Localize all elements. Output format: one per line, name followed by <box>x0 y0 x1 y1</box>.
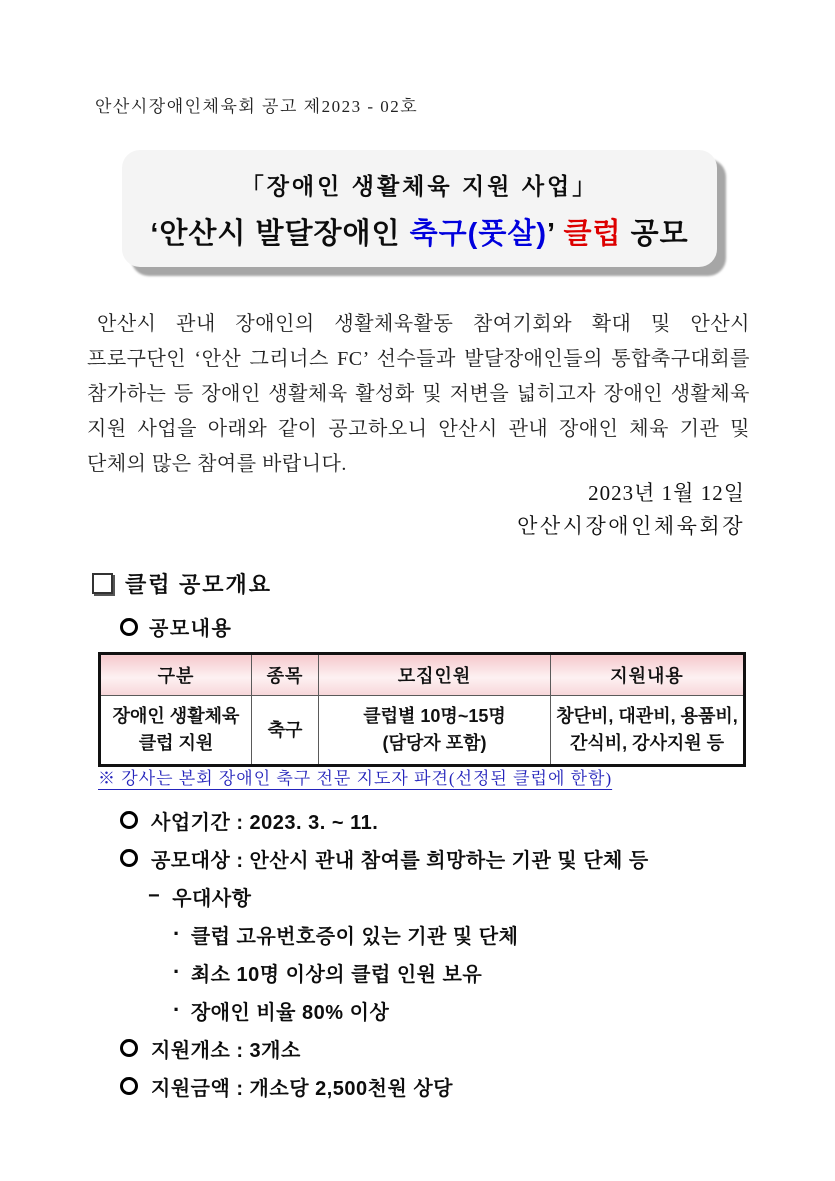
dot-bullet-icon: · <box>173 959 181 984</box>
list-item-label: 클럽 고유번호증이 있는 기관 및 단체 <box>190 925 519 948</box>
title-segment-black-1: ‘안산시 발달장애인 <box>150 218 410 250</box>
table-header-category: 구분 <box>100 654 252 696</box>
recruit-line-1: 클럽별 10명~15명 <box>363 706 506 726</box>
recruitment-table <box>98 652 746 767</box>
subsection-heading-content <box>120 612 232 641</box>
title-segment-black-2: ’ <box>547 218 564 250</box>
table-cell-category <box>100 696 252 766</box>
list-item-label: 지원금액 : 개소당 2,500천원 상당 <box>151 1077 453 1100</box>
list-item-club-number <box>0 915 835 953</box>
doc-number: 안산시장애인체육회 공고 제2023 - 02호 <box>95 97 419 116</box>
table-row <box>100 696 745 766</box>
list-item-label: 지원개소 : 3개소 <box>151 1039 301 1062</box>
list-item-target <box>0 839 835 877</box>
title-line-2 <box>122 211 717 252</box>
title-segment-blue: 축구(풋살) <box>409 218 548 250</box>
announcer-signature: 안산시장애인체육회장 <box>517 514 745 538</box>
title-line-1: 「장애인 생활체육 지원 사업」 <box>240 173 599 199</box>
list-item-label: 우대사항 <box>172 887 252 910</box>
support-line-2: 간식비, 강사지원 등 <box>569 733 725 753</box>
support-line-1: 창단비, 대관비, 용품비, <box>556 706 738 726</box>
section-heading-label: 클럽 공모개요 <box>125 572 273 597</box>
recruit-line-2: (담당자 포함) <box>382 733 487 753</box>
circle-bullet-icon <box>120 849 138 867</box>
table-header-recruit: 모집인원 <box>319 654 551 696</box>
table-cell-recruit <box>319 696 551 766</box>
category-line-1: 장애인 생활체육 <box>112 706 240 726</box>
circle-bullet-icon <box>120 1077 138 1095</box>
list-item-label: 공모대상 : 안산시 관내 참여를 희망하는 기관 및 단체 등 <box>151 849 649 872</box>
circle-bullet-icon <box>120 618 138 636</box>
announcement-paragraph: 안산시 관내 장애인의 생활체육활동 참여기회와 확대 및 안산시 프로구단인 ‘안산 그리너스 FC’ 선수들과 발달장애인들의 통합축구대회를 참가하는 등 장애인 생활체육 활성화 및 저변을 넓히고자 장애인 생활체육 지원 사업을 아래와 같이 공고하오니 안산시 관내 장애인 체육 기관 및 단체의 많은 참여를 바랍니다. <box>87 313 750 475</box>
list-item-label: 장애인 비율 80% 이상 <box>190 1001 390 1024</box>
subsection-heading-label: 공모내용 <box>149 618 233 640</box>
list-item-disability-ratio <box>0 991 835 1029</box>
table-cell-sport: 축구 <box>252 696 319 766</box>
circle-bullet-icon <box>120 1039 138 1057</box>
table-cell-support <box>551 696 745 766</box>
table-header-row <box>100 654 745 696</box>
title-segment-red: 클럽 <box>563 218 622 250</box>
list-item-period <box>0 801 835 839</box>
list-item-support-count <box>0 1029 835 1067</box>
table-header-sport: 종목 <box>252 654 319 696</box>
dot-bullet-icon: · <box>173 921 181 946</box>
dash-bullet-icon: − <box>148 884 161 907</box>
title-segment-black-3: 공모 <box>621 218 689 250</box>
list-item-label: 사업기간 : 2023. 3. ~ 11. <box>151 811 379 834</box>
category-line-2: 클럽 지원 <box>138 733 214 753</box>
title-box <box>122 150 717 267</box>
table-header-support: 지원내용 <box>551 654 745 696</box>
square-bullet-icon <box>92 573 113 594</box>
list-item-label: 최소 10명 이상의 클럽 인원 보유 <box>190 963 483 986</box>
list-item-support-amount <box>0 1067 835 1105</box>
section-heading-club-overview <box>92 568 272 599</box>
detail-list <box>0 801 835 1105</box>
dot-bullet-icon: · <box>173 997 181 1022</box>
list-item-min-members <box>0 953 835 991</box>
list-item-preference <box>0 877 835 915</box>
announcement-date: 2023년 1월 12일 <box>588 481 745 505</box>
instructor-note: ※ 강사는 본회 장애인 축구 전문 지도자 파견(선정된 클럽에 한함) <box>98 769 613 788</box>
circle-bullet-icon <box>120 811 138 829</box>
